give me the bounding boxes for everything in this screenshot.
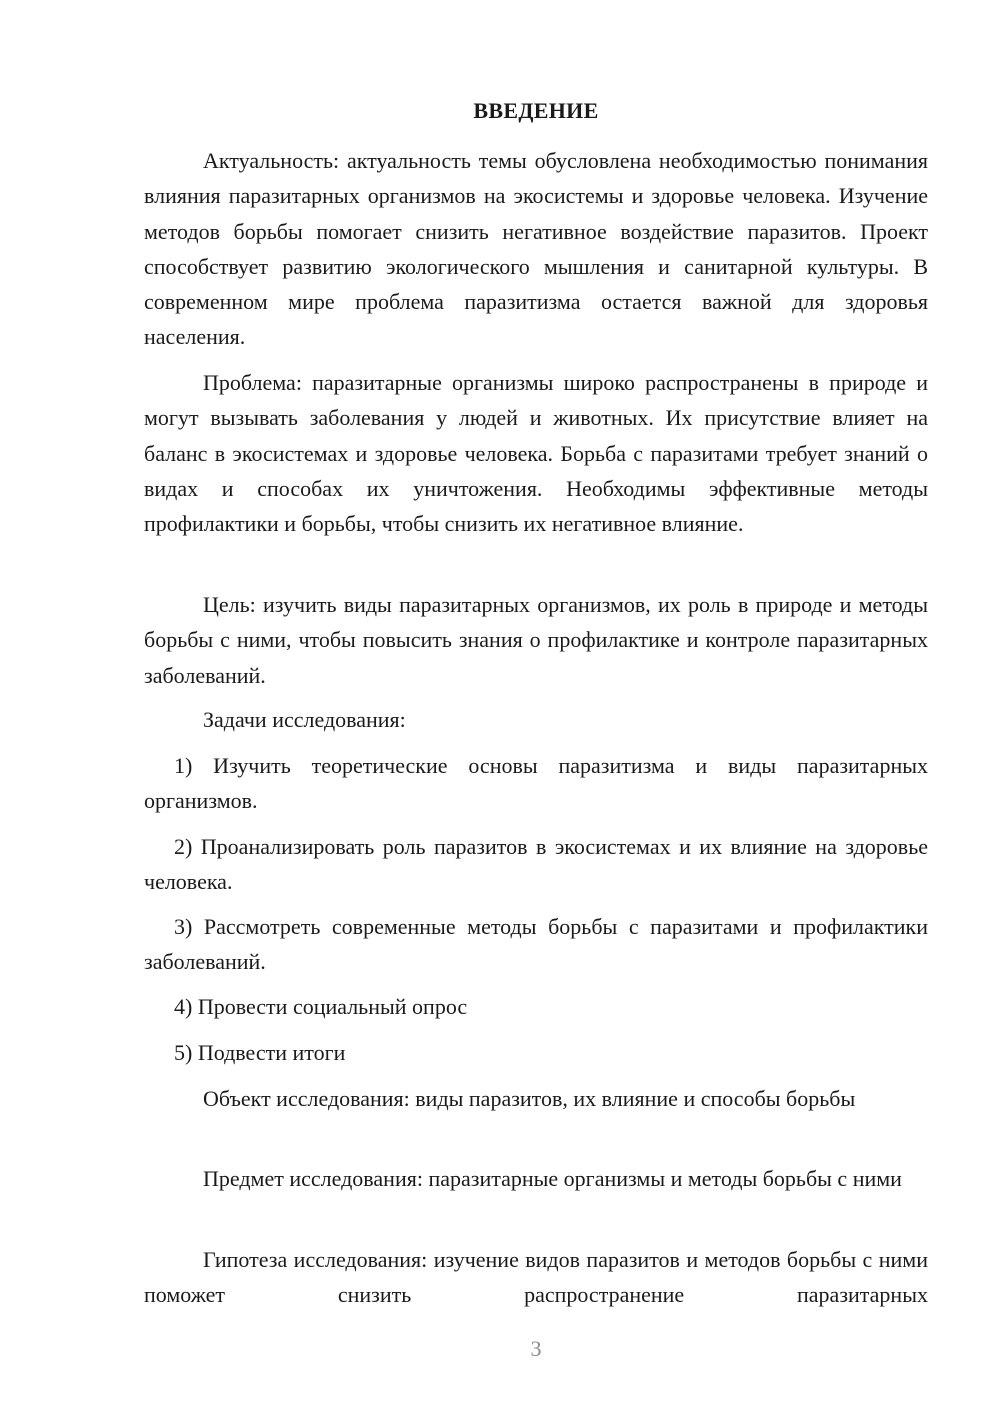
task-item-1: 1) Изучить теоретические основы паразитизма и виды паразитарных организмов. [144,753,928,814]
task-item-5: 5) Подвести итоги [174,1040,346,1065]
goal-paragraph: Цель: изучить виды паразитарных организмов, их роль в природе и методы борьбы с ними, чтобы повысить знания о профилактике и контроле паразитарных заболеваний. [144,592,928,688]
task-item-3: 3) Рассмотреть современные методы борьбы с паразитами и профилактики заболеваний. [144,914,928,975]
page-title: ВВЕДЕНИЕ [473,98,599,123]
problem-paragraph: Проблема: паразитарные организмы широко распространены в природе и могут вызывать заболевания у людей и животных. Их присутствие влияет на баланс в экосистемах и здоровье человека. Борьба с паразитами требует знаний о видах и способах их уничтожения. Необходимы эффективные методы профилактики и борьбы, чтобы снизить их негативное влияние. [144,370,928,537]
hypothesis-paragraph: Гипотеза исследования: изучение видов паразитов и методов борьбы с ними поможет снизить распространение паразитарных [144,1247,928,1308]
relevance-paragraph: Актуальность: актуальность темы обусловлена необходимостью понимания влияния паразитарных организмов на экосистемы и здоровье человека. Изучение методов борьбы помогает снизить негативное воздействие паразитов. Проект способствует развитию экологического мышления и санитарной культуры. В современном мире проблема паразитизма остается важной для здоровья населения. [144,148,928,350]
task-item-2: 2) Проанализировать роль паразитов в экосистемах и их влияние на здоровье человека. [144,834,928,895]
task-item-4: 4) Провести социальный опрос [174,994,468,1019]
tasks-heading: Задачи исследования: [203,707,406,732]
object-paragraph: Объект исследования: виды паразитов, их влияние и способы борьбы [203,1086,856,1111]
page-number: 3 [530,1336,542,1361]
subject-paragraph: Предмет исследования: паразитарные организмы и методы борьбы с ними [203,1166,902,1191]
